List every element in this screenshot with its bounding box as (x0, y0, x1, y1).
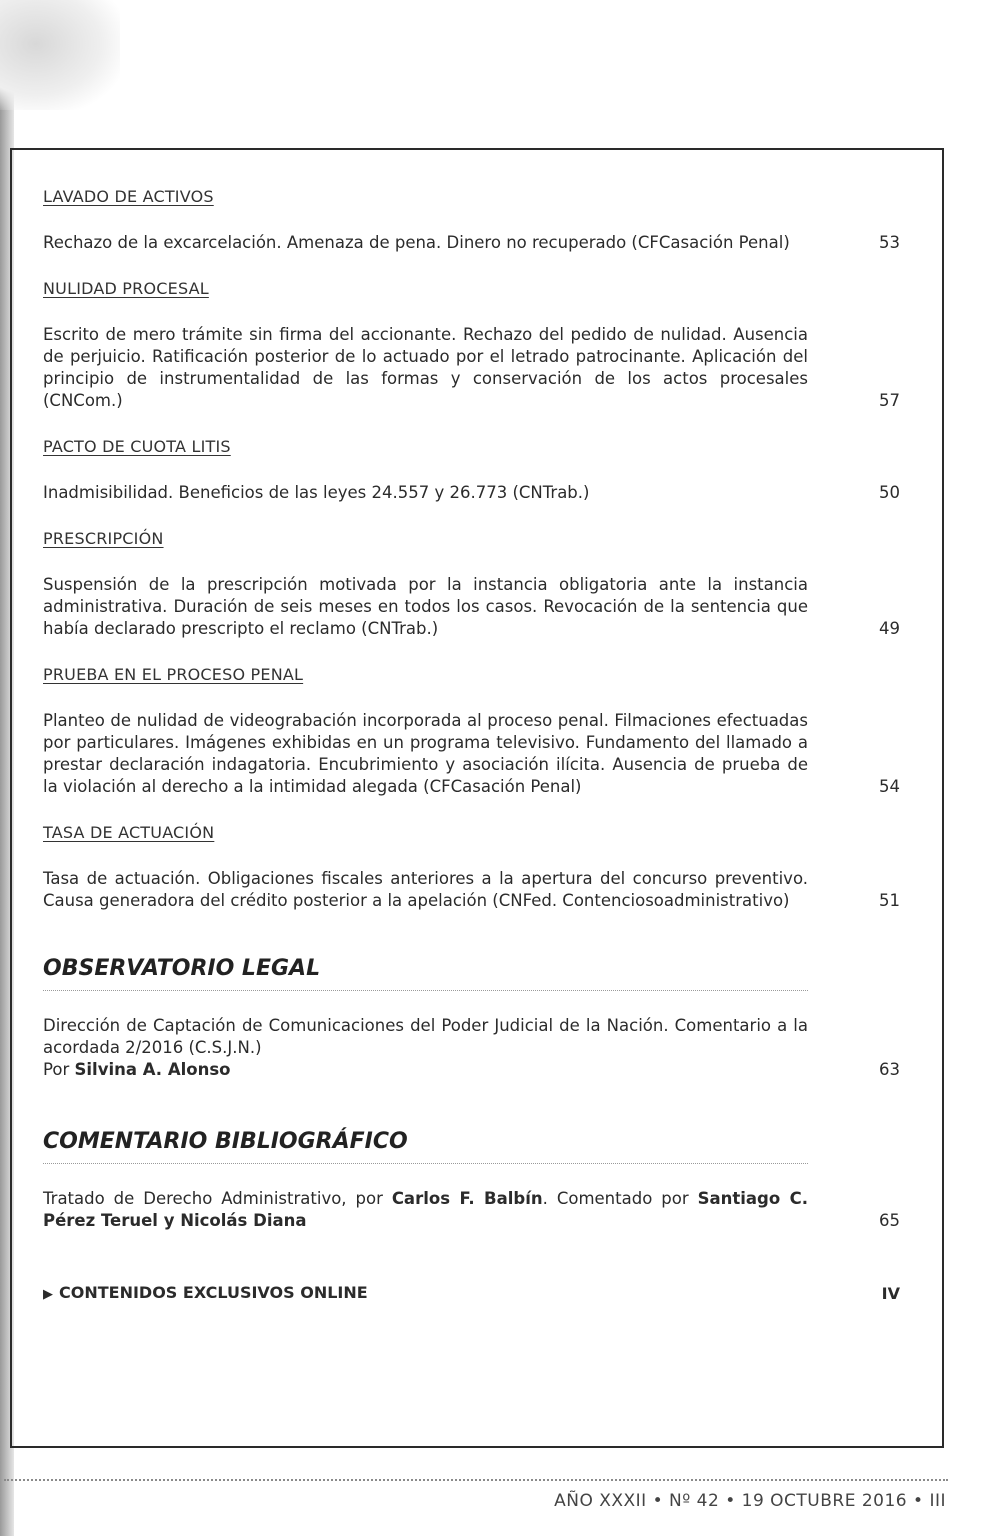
page-number: 54 (879, 777, 900, 796)
author-prefix: Por (43, 1060, 75, 1079)
online-label: CONTENIDOS EXCLUSIVOS ONLINE (59, 1283, 368, 1302)
toc-entry[interactable] (43, 1188, 900, 1232)
page-footer: AÑO XXXII • Nº 42 • 19 OCTUBRE 2016 • III (554, 1491, 946, 1511)
entry-text: Tasa de actuación. Obligaciones fiscales anteriores a la apertura del concurso preventivo. Causa generadora del crédito posterior a la apelación (CNFed. Contenciosoadministrativo) (43, 869, 808, 910)
toc-section-nulidad (43, 278, 900, 412)
section-heading[interactable]: PRESCRIPCIÓN (43, 529, 164, 548)
toc-entry[interactable] (43, 710, 900, 798)
entry-text: Planteo de nulidad de videograbación incorporada al proceso penal. Filmaciones efectuadas por particulares. Imágenes exhibidas en un programa televisivo. Fundamento del llamado a prestar declaración indagatoria. Encubrimiento y asociación ilícita. Ausencia de prueba de la violación al derecho a la intimidad alegada (CFCasación Penal) (43, 711, 808, 796)
page-number: IV (881, 1284, 900, 1303)
section-heading[interactable]: PACTO DE CUOTA LITIS (43, 437, 231, 456)
page-number: 65 (879, 1211, 900, 1230)
entry-text (43, 1015, 808, 1081)
observatorio-title: OBSERVATORIO LEGAL (43, 958, 808, 991)
online-content-link[interactable] (43, 1282, 900, 1306)
entry-text: Rechazo de la excarcelación. Amenaza de pena. Dinero no recuperado (CFCasación Penal) (43, 233, 790, 252)
toc-section-prescripcion (43, 528, 900, 640)
observatorio-block (43, 958, 900, 1081)
entry-text (43, 1188, 808, 1232)
entry-text: Escrito de mero trámite sin firma del accionante. Rechazo del pedido de nulidad. Ausencia de perjuicio. Ratificación posterior de lo actuado por el letrado patrocinante. Aplicación del principio de instrumentalidad de las formas y conservación de los actos procesales (CNCom.) (43, 325, 808, 410)
comentario-text-prefix: Tratado de Derecho Administrativo, por (43, 1189, 392, 1208)
page-number: 49 (879, 619, 900, 638)
observatorio-text: Dirección de Captación de Comunicaciones del Poder Judicial de la Nación. Comentario a la acordada 2/2016 (C.S.J.N.) (43, 1016, 808, 1057)
scan-corner-smudge (0, 0, 120, 110)
comentario-text-middle: . Comentado por (542, 1189, 698, 1208)
page-number: 63 (879, 1060, 900, 1079)
section-heading[interactable]: NULIDAD PROCESAL (43, 279, 209, 298)
author-name: Santiago C. Pérez Teruel y Nicolás Diana (43, 1189, 809, 1230)
play-triangle-icon: ▶ (43, 1287, 53, 1302)
page-number: 57 (879, 391, 900, 410)
toc-section-lavado (43, 186, 900, 254)
page-number: 50 (879, 483, 900, 502)
toc-section-prueba (43, 664, 900, 798)
section-heading[interactable]: TASA DE ACTUACIÓN (43, 823, 215, 842)
comentario-block (43, 1131, 900, 1232)
footer-divider (4, 1479, 948, 1481)
author-name: Carlos F. Balbín (391, 1189, 543, 1208)
entry-text: Inadmisibilidad. Beneficios de las leyes 24.557 y 26.773 (CNTrab.) (43, 483, 590, 502)
page-number: 51 (879, 891, 900, 910)
toc-entry[interactable] (43, 324, 900, 412)
toc-entry[interactable] (43, 574, 900, 640)
section-heading[interactable]: PRUEBA EN EL PROCESO PENAL (43, 665, 304, 684)
comentario-title: COMENTARIO BIBLIOGRÁFICO (43, 1131, 808, 1164)
page-number: 53 (879, 233, 900, 252)
table-of-contents (43, 186, 900, 1306)
toc-entry[interactable] (43, 482, 900, 504)
toc-entry[interactable] (43, 868, 900, 912)
toc-section-pacto (43, 436, 900, 504)
toc-section-tasa (43, 822, 900, 912)
author-name: Silvina A. Alonso (74, 1060, 231, 1079)
toc-entry[interactable] (43, 1015, 900, 1081)
entry-text: Suspensión de la prescripción motivada por la instancia obligatoria ante la instancia administrativa. Duración de seis meses en todos los casos. Revocación de la sentencia que había declarado prescripto el reclamo (CNTrab.) (43, 575, 808, 638)
section-heading[interactable]: LAVADO DE ACTIVOS (43, 187, 214, 206)
toc-entry[interactable] (43, 232, 900, 254)
